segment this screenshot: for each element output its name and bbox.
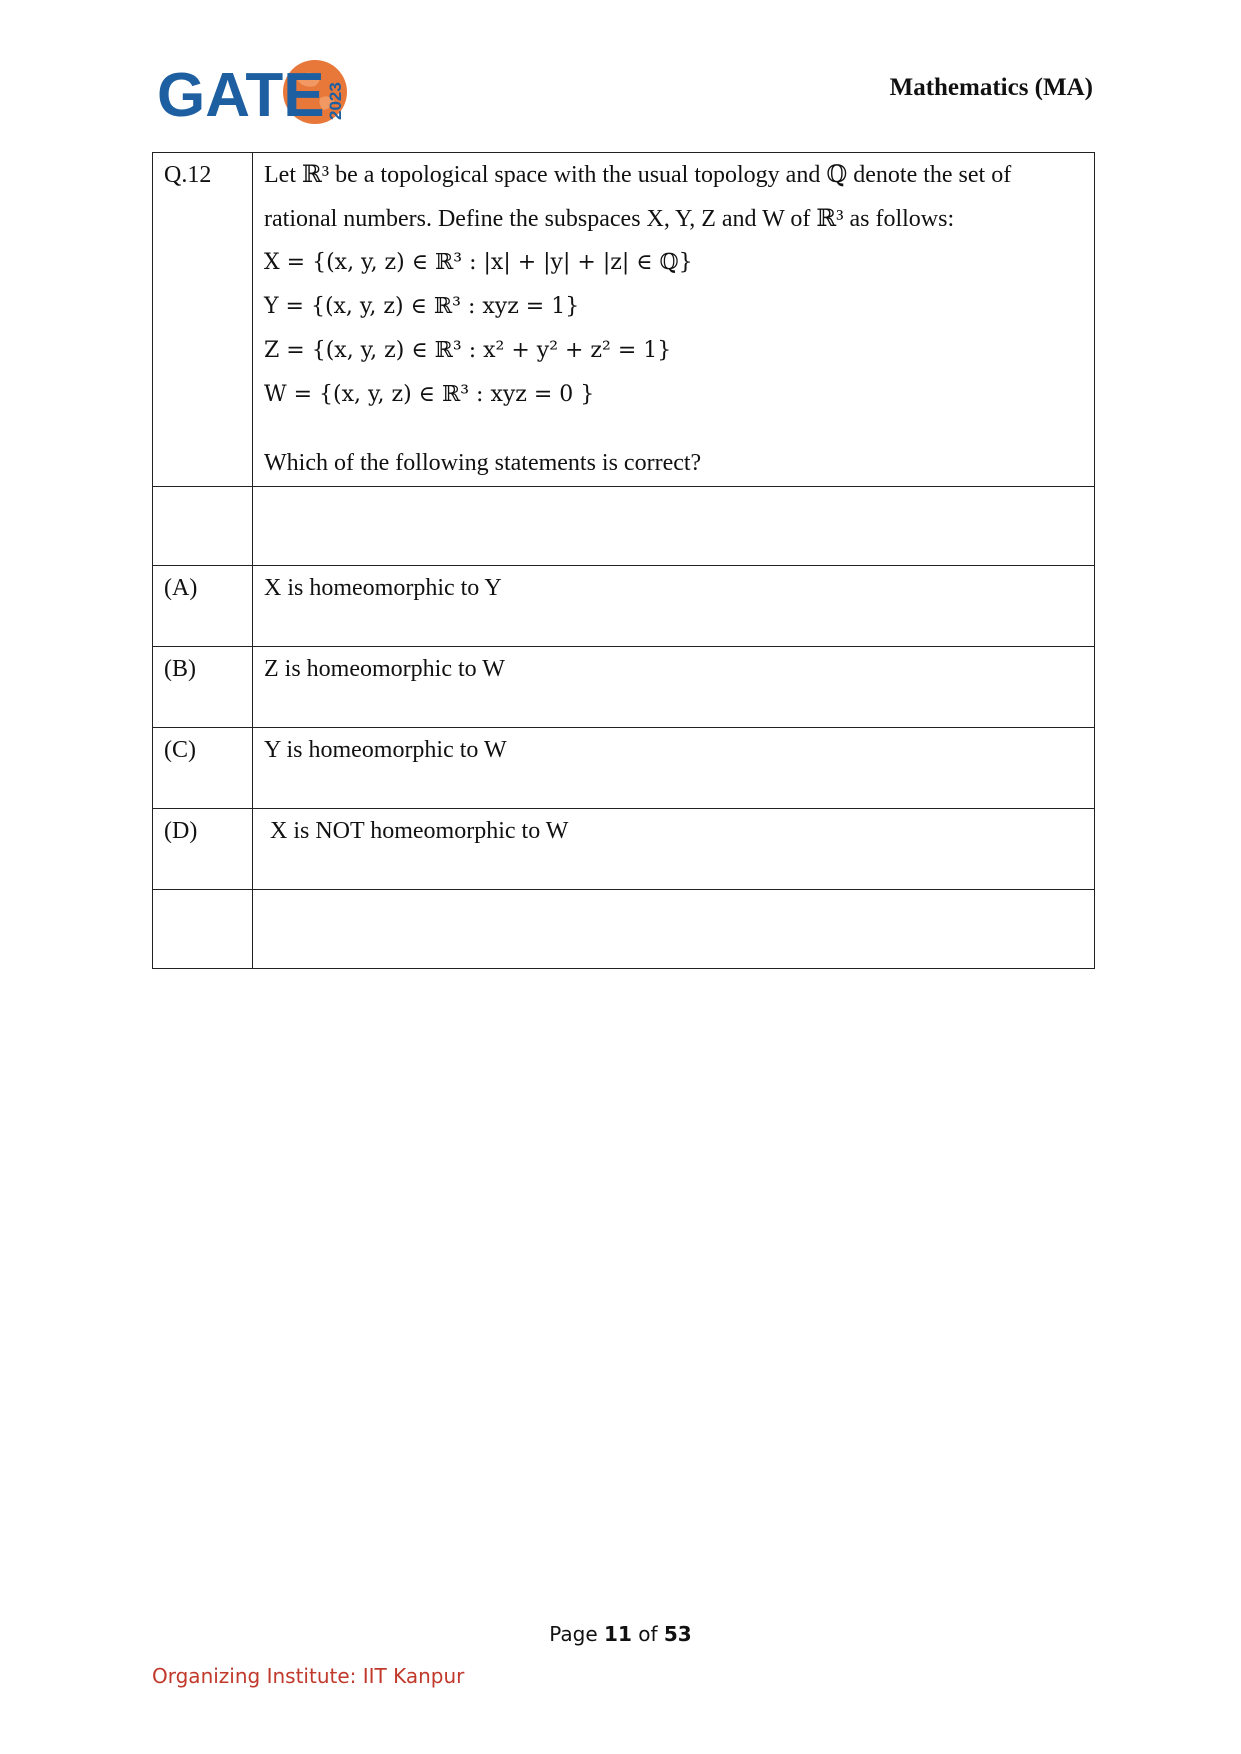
option-label: (D) (153, 809, 253, 890)
organizing-institute: Organizing Institute: IIT Kanpur (152, 1664, 465, 1688)
logo-wordmark: GATE (157, 61, 325, 130)
question-stem-row (153, 153, 1095, 487)
definition-w: W = {(x, y, z) ∈ ℝ³ : xyz = 0 } (264, 382, 595, 407)
option-text: X is homeomorphic to Y (253, 566, 1095, 647)
option-text: X is NOT homeomorphic to W (253, 809, 1095, 890)
page-of: of (631, 1622, 664, 1646)
option-label: (B) (153, 647, 253, 728)
question-table (152, 152, 1095, 969)
question-ask: Which of the following statements is correct? (264, 450, 702, 476)
stem-line-2: rational numbers. Define the subspaces X, Y, Z and W of ℝ³ as follows: (264, 206, 955, 232)
gate-2023-logo-graphic (155, 58, 355, 138)
option-label: (C) (153, 728, 253, 809)
page-total: 53 (663, 1622, 692, 1646)
page-prefix: Page (549, 1622, 605, 1646)
gate-logo (155, 58, 355, 138)
definition-y: Y = {(x, y, z) ∈ ℝ³ : xyz = 1} (264, 294, 580, 319)
option-row-c[interactable] (153, 728, 1095, 809)
stem-line-1: Let ℝ³ be a topological space with the usual topology and ℚ denote the set of (264, 162, 1012, 188)
subject-title: Mathematics (MA) (889, 74, 1093, 101)
definition-x: X = {(x, y, z) ∈ ℝ³ : |x| + |y| + |z| ∈ ℚ} (264, 250, 693, 275)
option-label: (A) (153, 566, 253, 647)
page-current: 11 (604, 1622, 632, 1646)
option-row-b[interactable] (153, 647, 1095, 728)
option-text: Z is homeomorphic to W (253, 647, 1095, 728)
question-number: Q.12 (153, 153, 253, 487)
option-row-a[interactable] (153, 566, 1095, 647)
spacer-row (153, 890, 1095, 969)
option-row-d[interactable] (153, 809, 1095, 890)
option-text: Y is homeomorphic to W (253, 728, 1095, 809)
question-stem (253, 153, 1095, 487)
logo-year: 2023 (326, 82, 345, 120)
page-number (0, 1622, 1241, 1646)
definition-z: Z = {(x, y, z) ∈ ℝ³ : x² + y² + z² = 1} (264, 338, 672, 363)
spacer-row (153, 487, 1095, 566)
